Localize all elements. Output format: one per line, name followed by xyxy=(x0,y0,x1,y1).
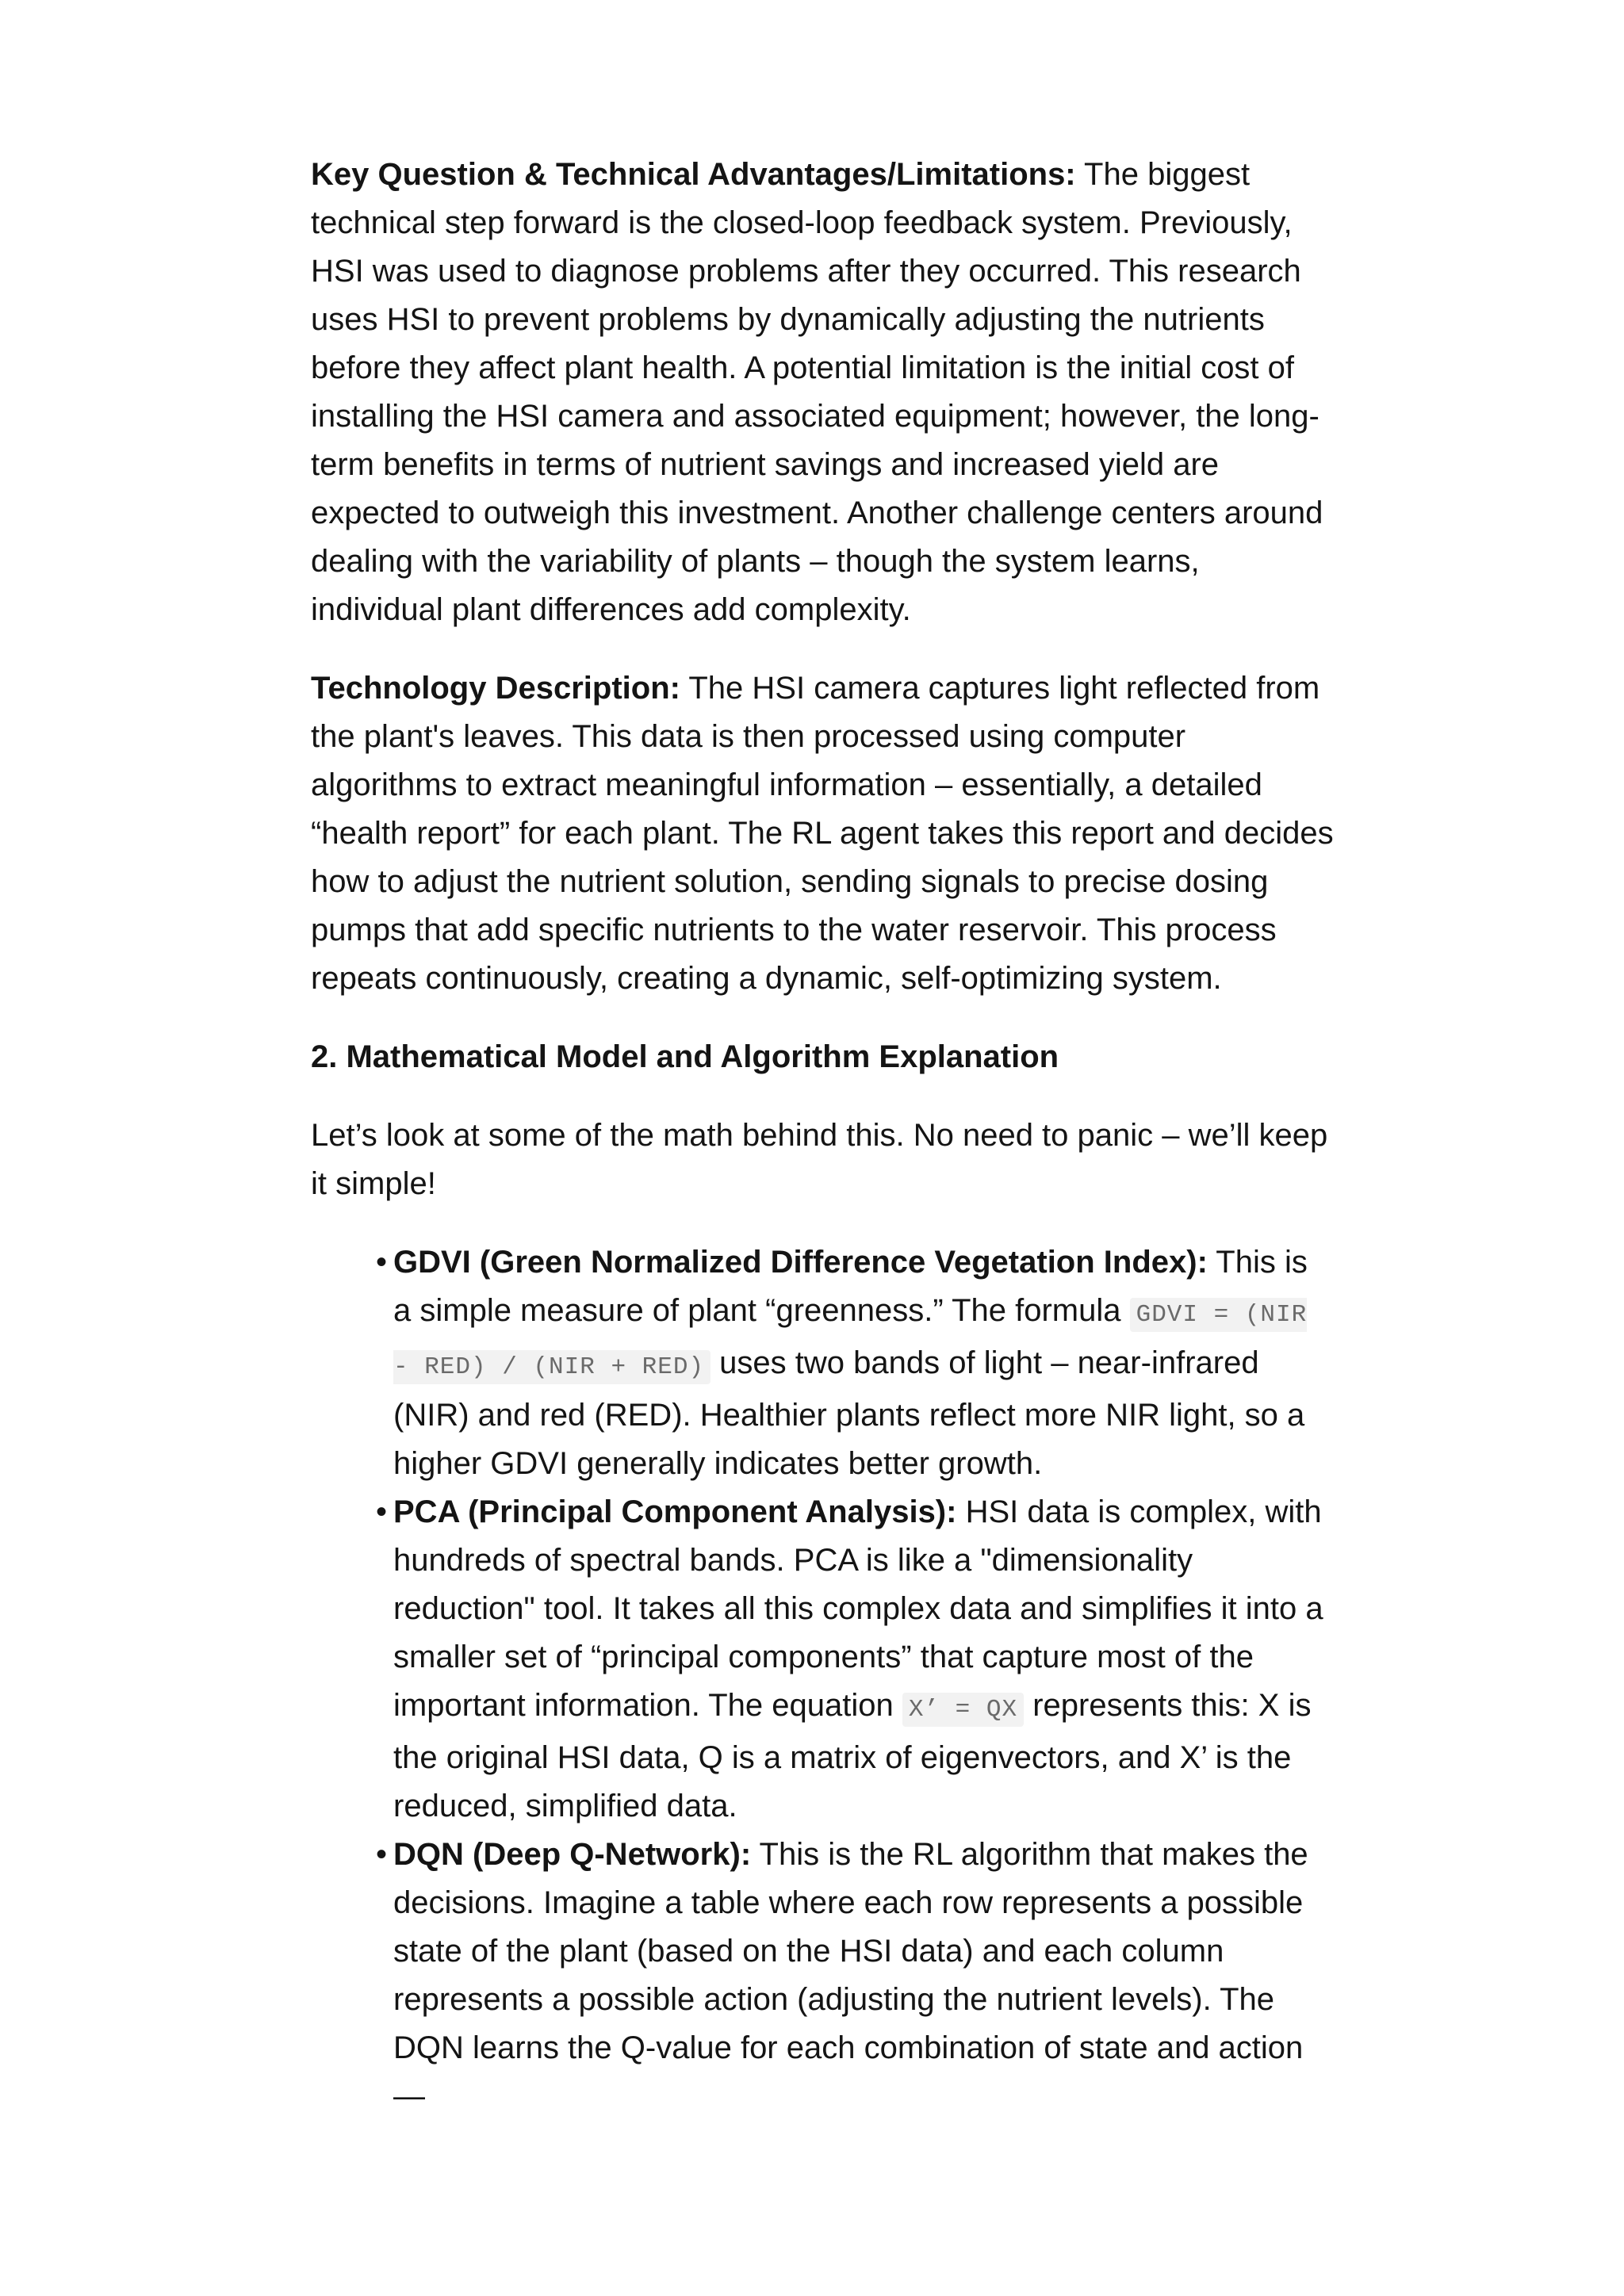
paragraph-label: Key Question & Technical Advantages/Limitations: xyxy=(311,157,1076,192)
paragraph-text: The HSI camera captures light reflected from the plant's leaves. This data is then processed using computer algorithms to extract meaningful information – essentially, a detailed “health report” for each plant. The RL agent takes this report and decides how to adjust the nutrient solution, sending signals to precise dosing pumps that add specific nutrients to the water reservoir. This process repeats continuously, creating a dynamic, self-optimizing system. xyxy=(311,671,1334,996)
list-item-text: represents this: X is the original HSI data, Q is a matrix of eigenvectors, and X’ is the reduced, simplified data. xyxy=(393,1688,1312,1823)
bullet-marker: • xyxy=(376,1837,388,1872)
list-item-text: This is a simple measure of plant “greenness.” The formula xyxy=(393,1245,1308,1328)
paragraph-advantages-limitations xyxy=(311,151,1334,634)
paragraph-technology-description xyxy=(311,664,1334,1003)
paragraph-label: Technology Description: xyxy=(311,671,680,706)
list-item-label: GDVI (Green Normalized Difference Vegetation Index): xyxy=(393,1245,1208,1280)
list-item-gdvi xyxy=(376,1238,1334,1488)
list-item-text: This is the RL algorithm that makes the decisions. Imagine a table where each row represents a possible state of the plant (based on the HSI data) and each column represents a possible action (adjusting the nutrient levels). The DQN learns the Q-value for each combination of state and action— xyxy=(393,1837,1308,2114)
list-item-pca xyxy=(376,1488,1334,1831)
formula-code: GDVI = (NIR - RED) / (NIR + RED) xyxy=(393,1298,1307,1384)
list-item-label: PCA (Principal Component Analysis): xyxy=(393,1494,957,1529)
list-item-text: HSI data is complex, with hundreds of spectral bands. PCA is like a "dimensionality reduction" tool. It takes all this complex data and simplifies it into a smaller set of “principal components” that capture most of the important information. The equation xyxy=(393,1494,1323,1723)
paragraph-text: The biggest technical step forward is the closed-loop feedback system. Previously, HSI was used to diagnose problems after they occurred. This research uses HSI to prevent problems by dynamically adjusting the nutrients before they affect plant health. A potential limitation is the initial cost of installing the HSI camera and associated equipment; however, the long-term benefits in terms of nutrient savings and increased yield are expected to outweigh this investment. Another challenge centers around dealing with the variability of plants – though the system learns, individual plant differences add complexity. xyxy=(311,157,1323,627)
bullet-marker: • xyxy=(376,1494,388,1529)
list-item-text: uses two bands of light – near-infrared (NIR) and red (RED). Healthier plants reflect more NIR light, so a higher GDVI generally indicates better growth. xyxy=(393,1345,1305,1481)
section-intro: Let’s look at some of the math behind this. No need to panic – we’ll keep it simple! xyxy=(311,1118,1328,1201)
document-page xyxy=(311,151,1334,2121)
list-item-dqn xyxy=(376,1831,1334,2121)
list-item-label: DQN (Deep Q-Network): xyxy=(393,1837,752,1872)
equation-code: X’ = QX xyxy=(902,1693,1024,1727)
bullet-list xyxy=(311,1238,1334,2121)
section-heading: 2. Mathematical Model and Algorithm Explanation xyxy=(311,1039,1059,1074)
bullet-marker: • xyxy=(376,1245,388,1280)
